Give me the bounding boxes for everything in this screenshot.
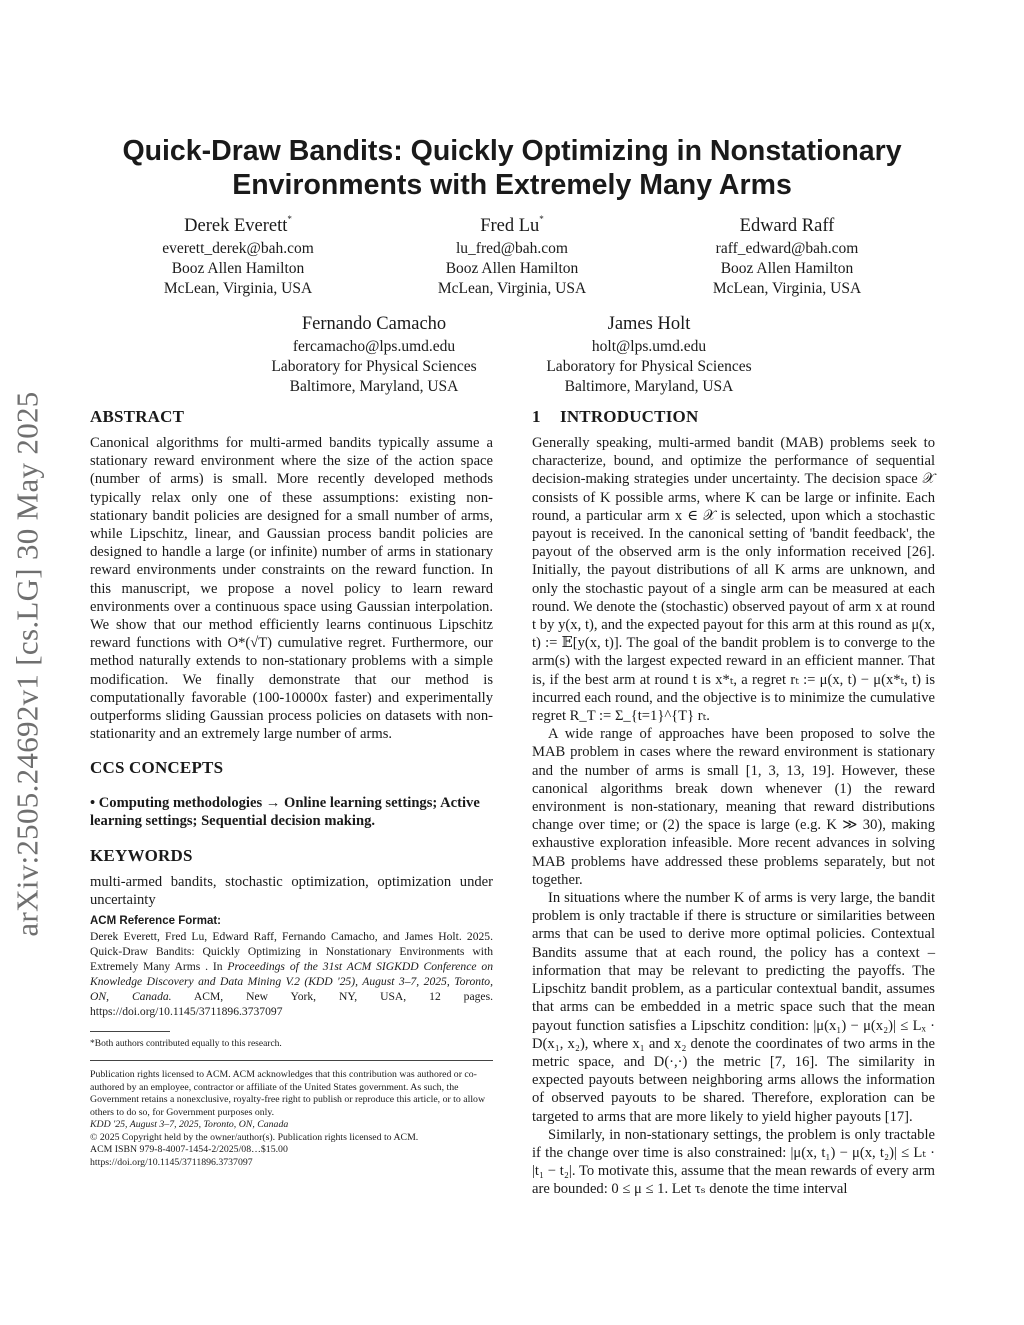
author-email: raff_edward@bah.com (715, 240, 859, 257)
title-line-1: Quick-Draw Bandits: Quickly Optimizing in Nonstationary (122, 135, 902, 167)
author-name: Fernando Camacho (301, 314, 447, 334)
author-name: Fred Lu* (480, 214, 544, 236)
author-email: everett_derek@bah.com (162, 240, 314, 257)
copyright-notice: © 2025 Copyright held by the owner/author(s). Publication rights licensed to ACM. (90, 1131, 419, 1143)
rights-statement: Publication rights licensed to ACM. ACM acknowledges that this contribution was authored or co-authored by an employee, contractor or affiliate of the United States government. As such, the Government retains a nonexclusive, royalty-free right to publish or reproduce this article, or to allow others to do so, for Government purposes only. (90, 1069, 486, 1118)
isbn: ACM ISBN 979-8-4007-1454-2/2025/08…$15.00 (90, 1144, 288, 1156)
author-block-5 (504, 312, 794, 397)
conference-info: KDD '25, August 3–7, 2025, Toronto, ON, Canada (90, 1119, 289, 1131)
acm-ref-heading: ACM Reference Format: (90, 915, 221, 928)
arxiv-identifier (4, 368, 52, 960)
intro-paragraph-4: Similarly, in non-stationary settings, the problem is only tractable if the change over time is also constrained: |μ(x, t₁) − μ(x, t₂)| ≤ Lₜ · |t₁ − t₂|. To motivate this, assume that the mean rewards of every arm are bounded: 0 ≤ μ ≤ 1. Let τₛ denote the time interval (532, 1126, 935, 1198)
intro-heading (532, 406, 935, 428)
author-name: Derek Everett* (184, 214, 292, 236)
abstract-section (90, 406, 493, 743)
ccs-section (90, 757, 493, 830)
doi-link[interactable]: https://doi.org/10.1145/3711896.3737097 (90, 1156, 253, 1168)
intro-paragraph-3: In situations where the number K of arms is very large, the bandit problem is only tractable if there is structure or similarities between arms that can be used to derive more optimal policies. Contextual Bandits assume that at each round, the policy has a context – information that may be relevant to predicting the payoffs. The Lipschitz bandit problem, as a particular contextual bandit, assumes that arms can be embedded in a metric space such that the mean payout function satisfies a Lipschitz condition: |μ(x₁) − μ(x₂)| ≤ Lₓ · D(x₁, x₂), where x₁ and x₂ denote the coordinates of two arms in the metric space, and D(·,·) the metric [7, 16]. The similarity in expected payouts between neighboring arms allows the information of observed payouts to be shared. Therefore, exploration can be targeted to arms that are more likely to yield higher payouts [17]. (532, 890, 935, 1125)
author-name: Edward Raff (739, 216, 835, 236)
author-email: lu_fred@bah.com (456, 240, 568, 257)
section-title: INTRODUCTION (560, 407, 699, 426)
rights-divider (90, 1060, 493, 1061)
author-location: Baltimore, Maryland, USA (289, 378, 459, 395)
ccs-text: • Computing methodologies → Online learning settings; Active learning settings; Sequential decision making. (90, 795, 480, 830)
author-block-3 (642, 214, 932, 299)
author-block-1 (93, 214, 383, 299)
arxiv-id-text: arXiv:2505.24692v1 [cs.LG] 30 May 2025 (10, 391, 45, 937)
acm-ref-text: Derek Everett, Fred Lu, Edward Raff, Fernando Camacho, and James Holt. 2025. Quick-Draw Bandits: Quickly Optimizing in Nonstationary Environments with Extremely Many Arms . In Proceedings of the 31st ACM SIGKDD Conference on Knowledge Discovery and Data Mining V.2 (KDD '25), August 3–7, 2025, Toronto, ON, Canada. ACM, New York, NY, USA, 12 pages. https://doi.org/10.1145/3711896.3737097 (90, 930, 493, 1019)
equal-contribution-footnote: *Both authors contributed equally to this research. (90, 1039, 282, 1050)
author-email: fercamacho@lps.umd.edu (292, 338, 456, 355)
abstract-heading: ABSTRACT (90, 407, 185, 426)
author-location: Baltimore, Maryland, USA (564, 378, 734, 395)
left-column (90, 406, 493, 1169)
author-location: McLean, Virginia, USA (712, 280, 862, 297)
abstract-text: Canonical algorithms for multi-armed bandits typically assume a stationary reward environment where the size of the action space (number of arms) is small. More recently developed methods typically relax only one of these assumptions: existing non-stationary bandit policies are designed for a small number of arms, while Lipschitz, linear, and Gaussian process bandit policies are designed to handle a large (or infinite) number of arms in stationary reward environments under constraints on the reward function. In this manuscript, we propose a novel policy to learn reward environments over a continuous space using Gaussian interpolation. We show that our method efficiently learns continuous Lipschitz reward functions with O*(√T) cumulative regret. Furthermore, our method naturally extends to non-stationary problems with a simple modification. We finally demonstrate that our method is computationally favorable (100-10000x faster) and experimentally outperforms sliding Gaussian process policies on datasets with non-stationarity and an extremely large number of arms. (90, 435, 493, 743)
author-affiliation: Laboratory for Physical Sciences (546, 358, 752, 375)
author-affiliation: Booz Allen Hamilton (445, 260, 579, 277)
author-affiliation: Booz Allen Hamilton (720, 260, 854, 277)
author-location: McLean, Virginia, USA (163, 280, 313, 297)
author-affiliation: Laboratory for Physical Sciences (271, 358, 477, 375)
keywords-heading: KEYWORDS (90, 846, 193, 866)
keywords-text: multi-armed bandits, stochastic optimization, optimization under uncertainty (90, 874, 493, 909)
footnote-divider (90, 1031, 170, 1032)
author-location: McLean, Virginia, USA (437, 280, 587, 297)
keywords-section (90, 845, 493, 909)
author-block-4 (229, 312, 519, 397)
intro-paragraph-2: A wide range of approaches have been proposed to solve the MAB problem in cases where the reward environment is stationary and the number of arms is small [1, 3, 13, 19]. However, these canonical algorithms break down whenever (1) the reward environment is non-stationary, meaning that reward distributions change over time; or (2) the space is large (e.g. K ≫ 30), making exhaustive exploration infeasible. More recent advances in solving MAB problems have addressed these problems separately, but not together. (532, 726, 935, 888)
author-email: holt@lps.umd.edu (591, 338, 707, 355)
ccs-heading: CCS CONCEPTS (90, 758, 224, 778)
author-name: James Holt (607, 314, 691, 334)
intro-paragraph-1: Generally speaking, multi-armed bandit (MAB) problems seek to characterize, bound, and optimize the performance of sequential decision-making strategies under uncertainty. The decision space 𝒳 consists of K possible arms, where K can be large or infinite. Each round, a particular arm x ∈ 𝒳 is selected, upon which a stochastic payout is received. In the canonical setting of 'bandit feedback', the payout of the observed arm is the only information received [26]. Initially, the payout distributions of all K arms are unknown, and only the stochastic payout of a single arm can be measured at each round. We denote the (stochastic) observed payout of arm x at round t by y(x, t), and the expected payout for this arm at this round as μ(x, t) := 𝔼[y(x, t)]. The goal of the bandit problem is to converge to the arm(s) with the largest expected reward in an efficient manner. That is, if the best arm at round t is x*ₜ, a regret rₜ := μ(x, t) − μ(x*ₜ, t) is incurred each round, and the objective is to minimize the cumulative regret R_T := Σ_{t=1}^{T} rₜ. (532, 435, 935, 725)
title-line-2: Environments with Extremely Many Arms (232, 169, 792, 201)
author-affiliation: Booz Allen Hamilton (171, 260, 305, 277)
right-column (532, 406, 935, 1199)
section-number: 1 (532, 407, 541, 426)
author-block-2 (367, 214, 657, 299)
paper-title (80, 134, 944, 202)
acm-reference (90, 915, 493, 1019)
